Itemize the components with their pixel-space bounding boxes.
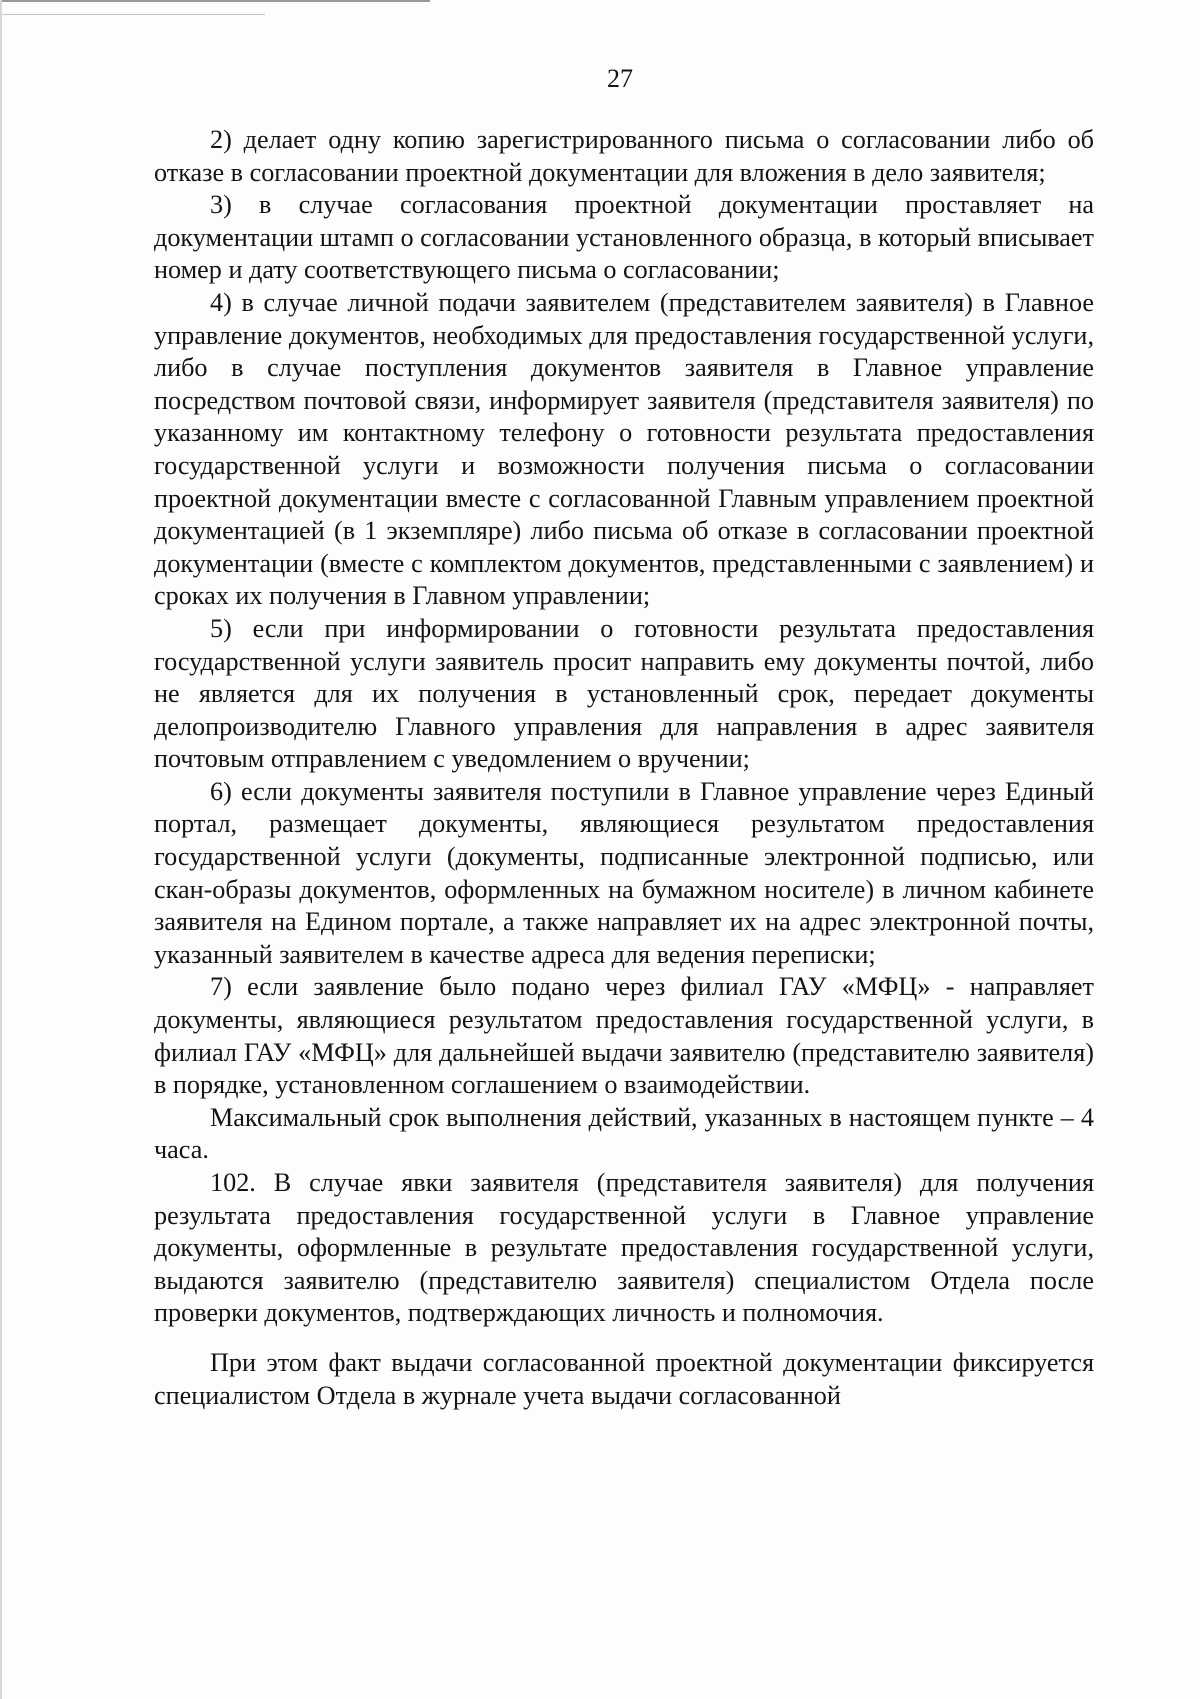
scan-artifact-top-secondary bbox=[0, 14, 265, 15]
paragraph-max-time: Максимальный срок выполнения действий, указанных в настоящем пункте – 4 часа. bbox=[154, 1102, 1094, 1165]
paragraph-section-102: 102. В случае явки заявителя (представителя заявителя) для получения результата предоставления государственной услуги в Главное управление документы, оформленные в результате предоставления государственной услуги, выдаются заявителю (представителю заявителя) специалистом Отдела после проверки документов, подтверждающих личность и полномочия. bbox=[154, 1168, 1094, 1328]
paragraph-item-4: 4) в случае личной подачи заявителем (представителем заявителя) в Главное управление документов, необходимых для предоставления государственной услуги, либо в случае поступления документов заявителя в Главное управление посредством почтовой связи, информирует заявителя (представителя заявителя) по указанному им контактному телефону о готовности результата предоставления государственной услуги и возможности получения письма о согласовании проектной документации вместе с согласованной Главным управлением проектной документацией (в 1 экземпляре) либо письма об отказе в согласовании проектной документации (вместе с комплектом документов, представленными с заявлением) и сроках их получения в Главном управлении; bbox=[154, 287, 1094, 611]
document-body bbox=[154, 124, 1094, 1412]
scan-artifact-top bbox=[0, 0, 430, 2]
scan-artifact-left bbox=[0, 0, 2, 1699]
paragraph-item-3: 3) в случае согласования проектной документации проставляет на документации штамп о согласовании установленного образца, в который вписывает номер и дату соответствующего письма о согласовании; bbox=[154, 190, 1094, 285]
page-number: 27 bbox=[607, 64, 633, 93]
paragraph-issuance-record: При этом факт выдачи согласованной проектной документации фиксируется специалистом Отдела в журнале учета выдачи согласованной bbox=[154, 1347, 1094, 1410]
paragraph-item-2: 2) делает одну копию зарегистрированного письма о согласовании либо об отказе в согласовании проектной документации для вложения в дело заявителя; bbox=[154, 125, 1094, 187]
paragraph-item-6: 6) если документы заявителя поступили в Главное управление через Единый портал, размещает документы, являющиеся результатом предоставления государственной услуги (документы, подписанные электронной подписью, или скан-образы документов, оформленных на бумажном носителе) в личном кабинете заявителя на Едином портале, а также направляет их на адрес электронной почты, указанный заявителем в качестве адреса для ведения переписки; bbox=[154, 776, 1094, 969]
paragraph-item-7: 7) если заявление было подано через филиал ГАУ «МФЦ» - направляет документы, являющиеся результатом предоставления государственной услуги, в филиал ГАУ «МФЦ» для дальнейшей выдачи заявителю (представителю заявителя) в порядке, установленном соглашением о взаимодействии. bbox=[154, 972, 1094, 1100]
paragraph-item-5: 5) если при информировании о готовности результата предоставления государственной услуги заявитель просит направить ему документы почтой, либо не является для их получения в установленный срок, передает документы делопроизводителю Главного управления для направления в адрес заявителя почтовым отправлением с уведомлением о вручении; bbox=[154, 613, 1094, 774]
